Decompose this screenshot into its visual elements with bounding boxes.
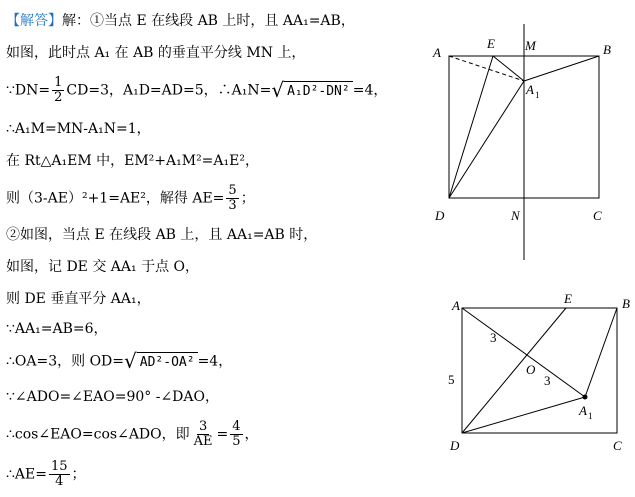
- sqrt-expr-1: [271, 79, 352, 102]
- line-4: [6, 120, 151, 138]
- seg-d-e: [462, 308, 566, 433]
- figure-1: [425, 20, 625, 265]
- label-a1-sub: 1: [588, 411, 593, 421]
- seg-d-a1: [462, 397, 585, 433]
- figure-2: [440, 290, 635, 460]
- line-14-a: ∴AE=: [6, 466, 47, 483]
- frac-den: 3: [228, 198, 237, 213]
- frac-num: 3: [198, 419, 208, 434]
- line-6-b: ；: [240, 190, 255, 207]
- label-o: O: [526, 362, 536, 377]
- line-1: [6, 12, 355, 30]
- seg-a1-b: [524, 56, 599, 81]
- frac-num: 1: [54, 75, 63, 90]
- frac-den: 5: [232, 434, 241, 449]
- frac-num: 15: [50, 459, 68, 474]
- label-e: E: [487, 36, 495, 51]
- label-a1: A: [579, 403, 587, 418]
- point-a1: [583, 395, 588, 400]
- line-8: [6, 258, 199, 276]
- frac-num: 5: [228, 183, 237, 198]
- sqrt-body: AD²-OA²: [137, 352, 198, 373]
- label-d: D: [435, 208, 445, 223]
- line-3: [6, 76, 387, 105]
- length-ad: 5: [448, 372, 455, 387]
- label-c: C: [613, 438, 622, 453]
- line-12-text: ∵∠ADO=∠EAO=90° -∠DAO，: [6, 389, 219, 405]
- line-3-a: ∵DN=: [6, 82, 51, 99]
- sqrt-body: A₁D²-DN²: [284, 81, 353, 102]
- line-13-c: ，: [244, 426, 259, 443]
- line-2-text: 如图，此时点 A₁ 在 AB 的垂直平分线 MN 上，: [6, 45, 306, 61]
- frac-num: 4: [232, 419, 241, 434]
- line-3-c: =4，: [352, 82, 388, 99]
- line-3-b: CD=3，A₁D=AD=5，∴A₁N=: [66, 82, 272, 99]
- seg-a1-b: [585, 308, 617, 397]
- label-e: E: [564, 291, 572, 306]
- line-1-text: 解：①当点 E 在线段 AB 上时，且 AA₁=AB，: [62, 13, 355, 29]
- label-m: M: [525, 38, 536, 53]
- seg-a-a1: [462, 308, 585, 397]
- fraction-3-ae: [192, 420, 215, 449]
- line-11: [6, 350, 232, 373]
- line-14: [6, 460, 86, 489]
- label-b: B: [622, 296, 630, 311]
- line-8-text: 如图，记 DE 交 AA₁ 于点 O，: [6, 259, 200, 275]
- seg-e-a1: [493, 56, 524, 81]
- length-oa1: 3: [544, 373, 551, 388]
- fraction-4-5: [230, 420, 242, 449]
- frac-den: 2: [54, 90, 63, 105]
- frac-den: AE: [193, 434, 213, 449]
- label-c: C: [593, 208, 602, 223]
- line-4-text: ∴A₁M=MN-A₁N=1，: [6, 121, 151, 137]
- line-13-b: =: [216, 426, 229, 443]
- fraction-half: [52, 76, 64, 105]
- label-n: N: [511, 208, 520, 223]
- line-13-a: ∴cos∠EAO=cos∠ADO，即: [6, 426, 190, 443]
- label-a1-sub: 1: [535, 90, 540, 100]
- line-13: [6, 420, 259, 449]
- fraction-5-3: [226, 184, 238, 213]
- line-10-text: ∵AA₁=AB=6，: [6, 321, 108, 337]
- label-a: A: [452, 298, 460, 313]
- fraction-15-4: [49, 460, 70, 489]
- line-6: [6, 184, 255, 213]
- line-10: [6, 320, 108, 338]
- seg-d-e: [449, 56, 493, 198]
- line-7-text: ②如图，当点 E 在线段 AB 上，且 AA₁=AB 时，: [6, 227, 318, 243]
- line-11-a: ∴OA=3，则 OD=: [6, 353, 125, 370]
- label-a1: A: [526, 82, 534, 97]
- line-11-c: =4，: [197, 353, 233, 370]
- line-14-b: ；: [71, 466, 86, 483]
- line-2: [6, 44, 305, 62]
- line-9-text: 则 DE 垂直平分 AA₁，: [6, 291, 151, 307]
- seg-d-a1: [449, 81, 524, 198]
- frac-den: 4: [55, 474, 64, 489]
- line-7: [6, 226, 317, 244]
- radical-icon: √: [271, 78, 285, 102]
- line-5-text: 在 Rt△A₁EM 中，EM²+A₁M²=A₁E²，: [6, 153, 259, 169]
- line-6-a: 则（3-AE）²+1=AE²，解得 AE=: [6, 190, 225, 207]
- answer-tag: 【解答】: [6, 13, 62, 29]
- line-9: [6, 290, 151, 308]
- length-ao: 3: [490, 330, 497, 345]
- label-a: A: [433, 45, 441, 60]
- sqrt-expr-2: [124, 350, 198, 373]
- label-b: B: [603, 42, 611, 57]
- line-12: [6, 388, 219, 406]
- radical-icon: √: [124, 349, 137, 373]
- label-d: D: [450, 438, 460, 453]
- line-5: [6, 152, 259, 170]
- rect-abcd-2: [462, 308, 617, 433]
